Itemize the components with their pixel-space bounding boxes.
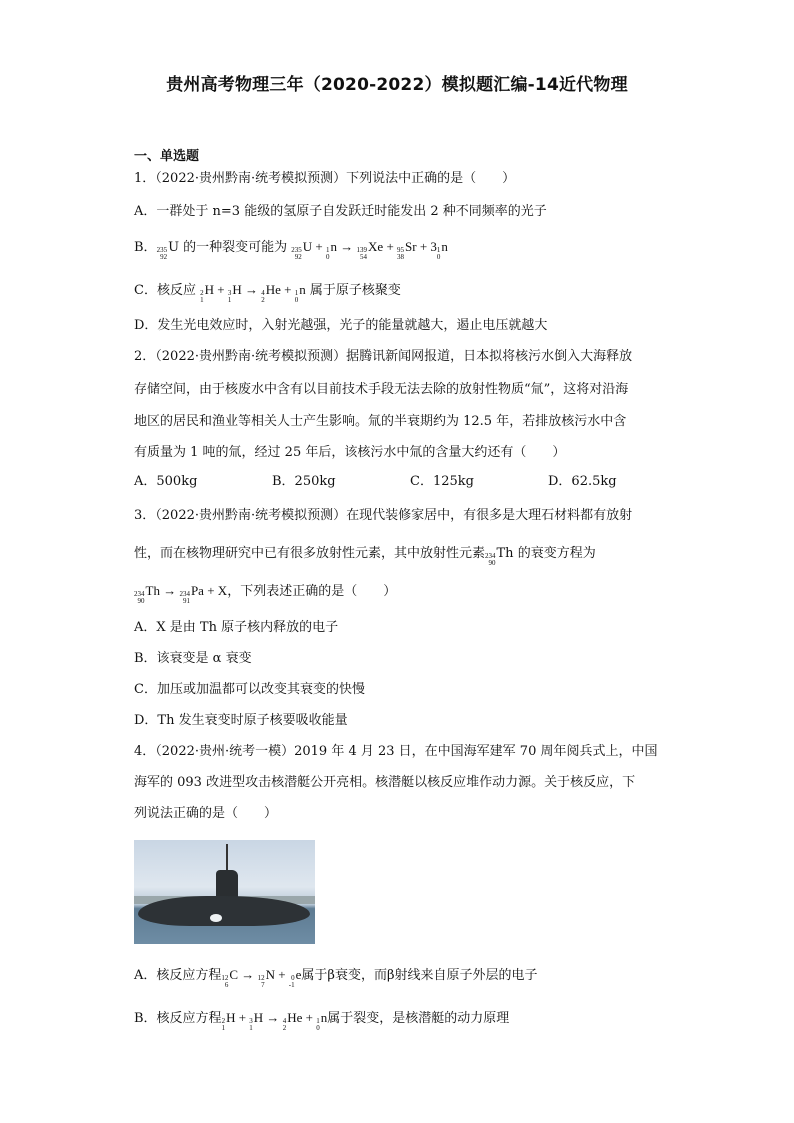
question-3-option-c: C．加压或加温都可以改变其衰变的快慢 [134, 682, 365, 697]
question-4-line-2: 海军的 093 改进型攻击核潜艇公开亮相。核潜艇以核反应堆作动力源。关于核反应，下 [134, 775, 636, 790]
question-2-line-2: 存储空间，由于核废水中含有以目前技术手段无法去除的放射性物质“氚”，这将对沿海 [134, 382, 629, 397]
question-2-option-a: A．500kg [134, 474, 198, 489]
question-3-line-1: 3．（2022·贵州黔南·统考模拟预测）在现代装修家居中，有很多是大理石材料都有放射 [134, 508, 633, 523]
question-3-option-a: A．X 是由 Th 原子核内释放的电子 [134, 620, 339, 635]
photo-mast [226, 844, 228, 872]
question-2-line-1: 2．（2022·贵州黔南·统考模拟预测）据腾讯新闻网报道，日本拟将核污水倒入大海释放 [134, 349, 633, 364]
question-4-option-b: B．核反应方程 2 1 H + 3 1 H → 4 2 He + 1 0 n属于裂变，是核潜艇的动力原理 [134, 1010, 510, 1032]
decay-equation: 234 90 Th → 234 91 Pa + X [134, 583, 228, 605]
question-2-option-c: C．125kg [410, 474, 474, 489]
question-4-line-1: 4．（2022·贵州·统考一模）2019 年 4 月 23 日，在中国海军建军 70 周年阅兵式上，中国 [134, 744, 658, 759]
question-1-option-a: A．一群处于 n=3 能级的氢原子自发跃迁时能发出 2 种不同频率的光子 [134, 204, 547, 219]
question-4-line-3: 列说法正确的是（ ） [134, 806, 278, 821]
question-3-option-d: D．Th 发生衰变时原子核要吸收能量 [134, 713, 348, 728]
question-3-line-2: 性，而在核物理研究中已有很多放射性元素，其中放射性元素 234 90 Th 的衰变方程为 [134, 546, 596, 567]
fusion-equation: 2 1 H + 3 1 H → 4 2 He + 1 0 n [200, 282, 306, 304]
section-heading: 一、单选题 [134, 149, 200, 164]
photo-hull [138, 896, 310, 926]
question-2-option-b: B．250kg [272, 474, 336, 489]
question-2-option-d: D．62.5kg [548, 474, 617, 489]
page-title: 贵州高考物理三年（2020-2022）模拟题汇编-14近代物理 [166, 75, 628, 95]
question-2-line-4: 有质量为 1 吨的氚，经过 25 年后，该核污水中氚的含量大约还有（ ） [134, 445, 566, 460]
question-1-option-c: C．核反应 2 1 H + 3 1 H → 4 2 He + 1 0 n 属于原子核聚变 [134, 282, 401, 304]
question-3-line-3: 234 90 Th → 234 91 Pa + X，下列表述正确的是（ ） [134, 583, 397, 605]
question-1-stem: 1．（2022·贵州黔南·统考模拟预测）下列说法中正确的是（ ） [134, 171, 516, 186]
photo-buoy [210, 914, 222, 922]
submarine-photo [134, 840, 315, 944]
question-2-line-3: 地区的居民和渔业等相关人士产生影响。氚的半衰期约为 12.5 年，若排放核污水中含 [134, 414, 627, 429]
question-1-option-d: D．发生光电效应时，入射光越强，光子的能量就越大，遏止电压就越大 [134, 318, 548, 333]
question-4-option-a: A．核反应方程 12 6 C → 12 7 N + 0 -1 e属于β衰变，而β射线来自原子外层的电子 [134, 967, 538, 989]
question-1-option-b: B． 235 92 U 的一种裂变可能为 235 92 U + 1 0 n → 139 54 Xe + 95 38 Sr + 3 1 0 n [134, 239, 448, 261]
question-3-option-b: B．该衰变是 α 衰变 [134, 651, 252, 666]
fission-equation: 235 92 U + 1 0 n → 139 54 Xe + 95 38 Sr + 3 1 0 n [291, 239, 448, 261]
